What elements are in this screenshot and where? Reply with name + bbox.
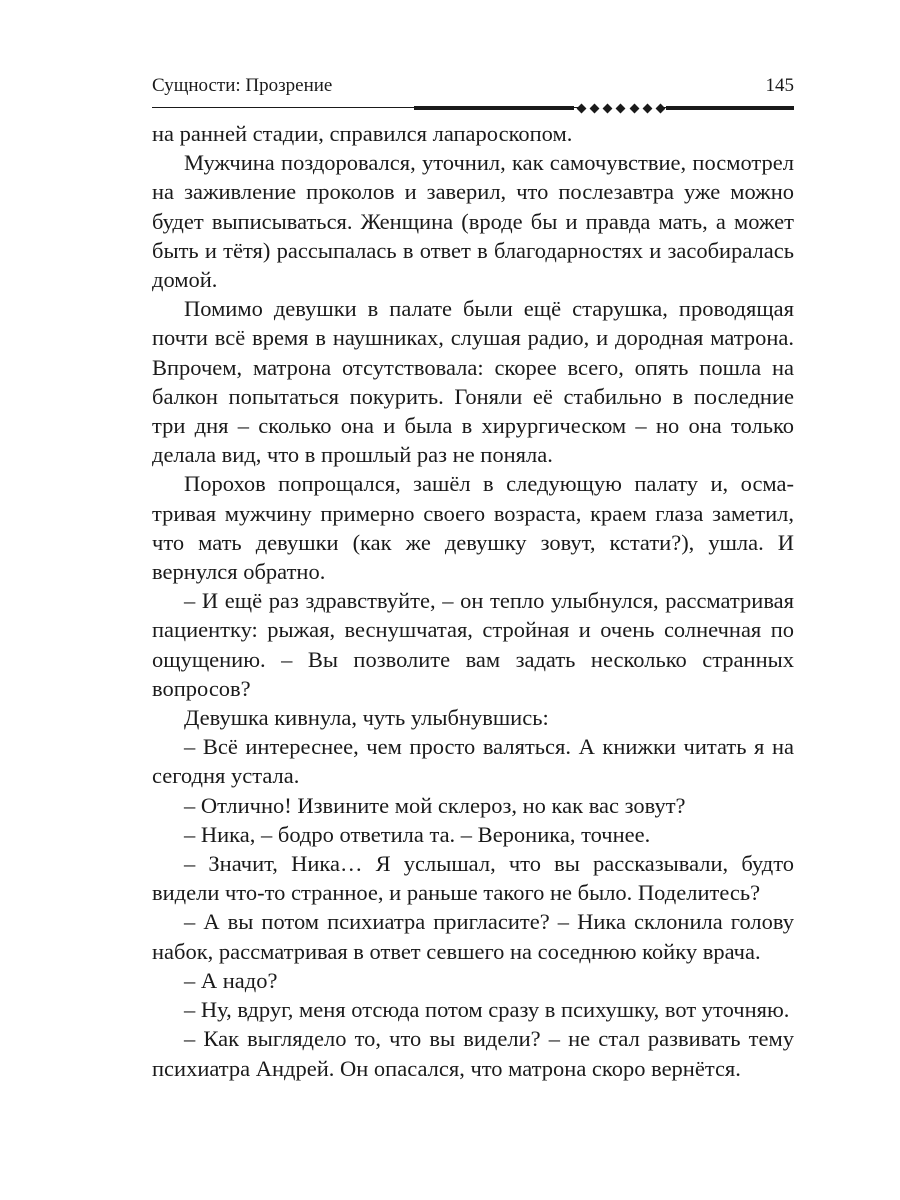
book-page <box>152 74 794 1083</box>
paragraph: Мужчина поздоровался, уточнил, как самочувствие, посмотрел на заживление проколов и заверил, что послезавтра уже можно будет выписываться. Женщина (вроде бы и правда мать, а может быть и тётя) рассыпалась в ответ в благодарностях и засобиралась домой. <box>152 150 794 293</box>
dialogue-line: – А надо? <box>184 967 278 993</box>
diamond-icon <box>655 103 665 113</box>
dialogue-line: – Как выглядело то, что вы видели? – не стал развивать тему психиатра Андрей. Он опасался, что матрона скоро вернётся. <box>152 1026 794 1081</box>
paragraph: Порохов попрощался, зашёл в следующую палату и, осматривая мужчину примерно своего возраста, краем глаза заметил, что мать девушки (как же девушку зовут, кстати?), ушла. И вернулся обратно. <box>152 471 794 585</box>
body-text <box>152 119 794 1083</box>
rule-thick-left <box>414 106 574 110</box>
dialogue-line: – Ну, вдруг, меня отсюда потом сразу в психушку, вот уточняю. <box>184 997 790 1023</box>
dialogue-line: – Всё интереснее, чем просто валяться. А книжки читать я на сегодня устала. <box>152 734 794 789</box>
rule-thick-right <box>666 106 794 110</box>
page-number: 145 <box>765 75 794 96</box>
dialogue-line: – Значит, Ника… Я услышал, что вы рассказывали, будто видели что-то странное, и раньше такого не было. Поделитесь? <box>152 851 794 906</box>
diamond-icon <box>629 103 639 113</box>
dialogue-line: – И ещё раз здравствуйте, – он тепло улыбнулся, рассматривая пациентку: рыжая, веснушчатая, стройная и очень солнечная по ощущению. – Вы позволите вам задать несколько странных вопросов? <box>152 588 794 701</box>
diamond-icon <box>590 103 600 113</box>
diamond-icon <box>577 103 587 113</box>
diamond-icon <box>616 103 626 113</box>
running-header <box>152 74 794 98</box>
header-ornament-rule <box>152 102 794 114</box>
paragraph-continuation: на ранней стадии, справился лапароскопом. <box>152 121 573 146</box>
dialogue-line: – Отлично! Извините мой склероз, но как вас зовут? <box>184 792 686 818</box>
paragraph: Девушка кивнула, чуть улыбнувшись: <box>184 705 549 731</box>
diamond-ornament <box>578 102 664 114</box>
running-title: Сущности: Прозрение <box>152 75 333 96</box>
paragraph: Помимо девушки в палате были ещё старушка, проводящая почти всё время в наушниках, слушая радио, и дородная матрона. Впрочем, матрона отсутствовала: скорее всего, опять пошла на балкон попытаться покурить. Гоняли её стабильно в последние три дня – сколько она и была в хирургическом – но она только делала вид, что в прошлый раз не поняла. <box>152 296 794 468</box>
diamond-icon <box>642 103 652 113</box>
dialogue-line: – А вы потом психиатра пригласите? – Ника склонила голову набок, рассматривая в ответ севшего на соседнюю койку врача. <box>152 909 794 964</box>
dialogue-line: – Ника, – бодро ответила та. – Вероника, точнее. <box>184 821 651 847</box>
diamond-icon <box>603 103 613 113</box>
